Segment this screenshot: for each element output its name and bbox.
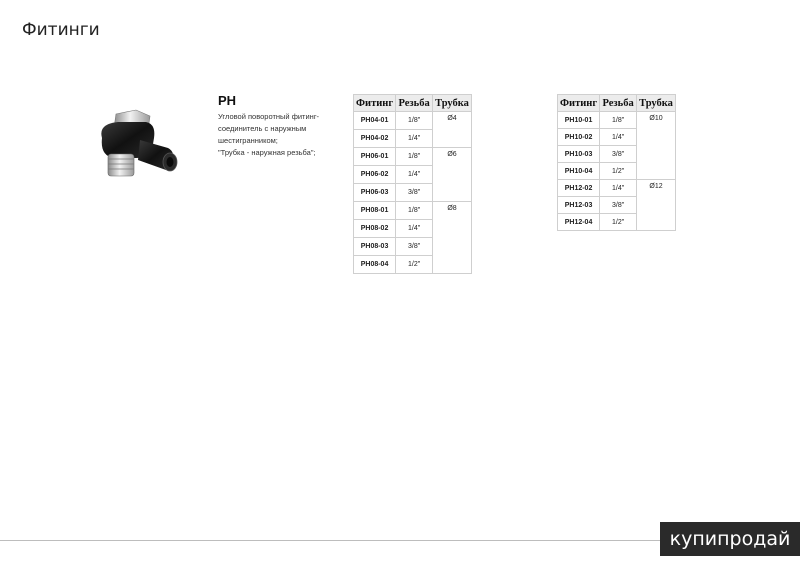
fittings-table-left <box>353 94 472 274</box>
tube-diameter: Ø6 <box>433 148 472 202</box>
table-row <box>558 112 676 129</box>
fitting-code: PH08-04 <box>354 256 396 274</box>
thread-size: 1/4" <box>396 130 433 148</box>
fitting-code: PH10-01 <box>558 112 600 129</box>
thread-size: 1/4" <box>396 166 433 184</box>
thread-size: 1/4" <box>600 129 637 146</box>
page-title: Фитинги <box>22 20 100 40</box>
table-row <box>354 202 472 220</box>
thread-size: 3/8" <box>600 146 637 163</box>
table-row <box>354 148 472 166</box>
fitting-code: PH08-01 <box>354 202 396 220</box>
fitting-code: PH10-04 <box>558 163 600 180</box>
product-code: PH <box>218 93 237 108</box>
fitting-code: PH06-03 <box>354 184 396 202</box>
column-header-thread: Резьба <box>600 95 637 112</box>
thread-size: 1/2" <box>600 214 637 231</box>
tube-diameter: Ø4 <box>433 112 472 148</box>
fitting-code: PH08-02 <box>354 220 396 238</box>
product-description <box>218 111 348 159</box>
description-line: Угловой поворотный фитинг- <box>218 112 320 121</box>
fitting-code: PH04-01 <box>354 112 396 130</box>
fitting-code: PH08-03 <box>354 238 396 256</box>
description-line: "Трубка - наружная резьба"; <box>218 148 316 157</box>
fitting-code: PH06-02 <box>354 166 396 184</box>
thread-size: 1/8" <box>396 148 433 166</box>
thread-size: 1/8" <box>396 202 433 220</box>
fitting-code: PH12-02 <box>558 180 600 197</box>
thread-size: 1/8" <box>600 112 637 129</box>
description-line: соединитель с наружным <box>218 124 307 133</box>
fitting-code: PH04-02 <box>354 130 396 148</box>
tube-diameter: Ø8 <box>433 202 472 274</box>
thread-size: 3/8" <box>396 184 433 202</box>
fitting-code: PH06-01 <box>354 148 396 166</box>
thread-size: 3/8" <box>396 238 433 256</box>
watermark-logo: купипродай <box>660 522 800 556</box>
column-header-thread: Резьба <box>396 95 433 112</box>
column-header-tube: Трубка <box>637 95 676 112</box>
thread-size: 1/2" <box>600 163 637 180</box>
thread-size: 1/2" <box>396 256 433 274</box>
fitting-code: PH12-03 <box>558 197 600 214</box>
thread-size: 1/4" <box>396 220 433 238</box>
thread-size: 1/8" <box>396 112 433 130</box>
fittings-table-right <box>557 94 676 231</box>
tube-diameter: Ø10 <box>637 112 676 180</box>
column-header-fitting: Фитинг <box>354 95 396 112</box>
fitting-code: PH10-02 <box>558 129 600 146</box>
table-row <box>354 112 472 130</box>
description-line: шестигранником; <box>218 136 278 145</box>
column-header-fitting: Фитинг <box>558 95 600 112</box>
column-header-tube: Трубка <box>433 95 472 112</box>
elbow-fitting-icon <box>88 108 188 198</box>
thread-size: 1/4" <box>600 180 637 197</box>
fitting-code: PH10-03 <box>558 146 600 163</box>
table-row <box>558 180 676 197</box>
fitting-code: PH12-04 <box>558 214 600 231</box>
tube-diameter: Ø12 <box>637 180 676 231</box>
thread-size: 3/8" <box>600 197 637 214</box>
